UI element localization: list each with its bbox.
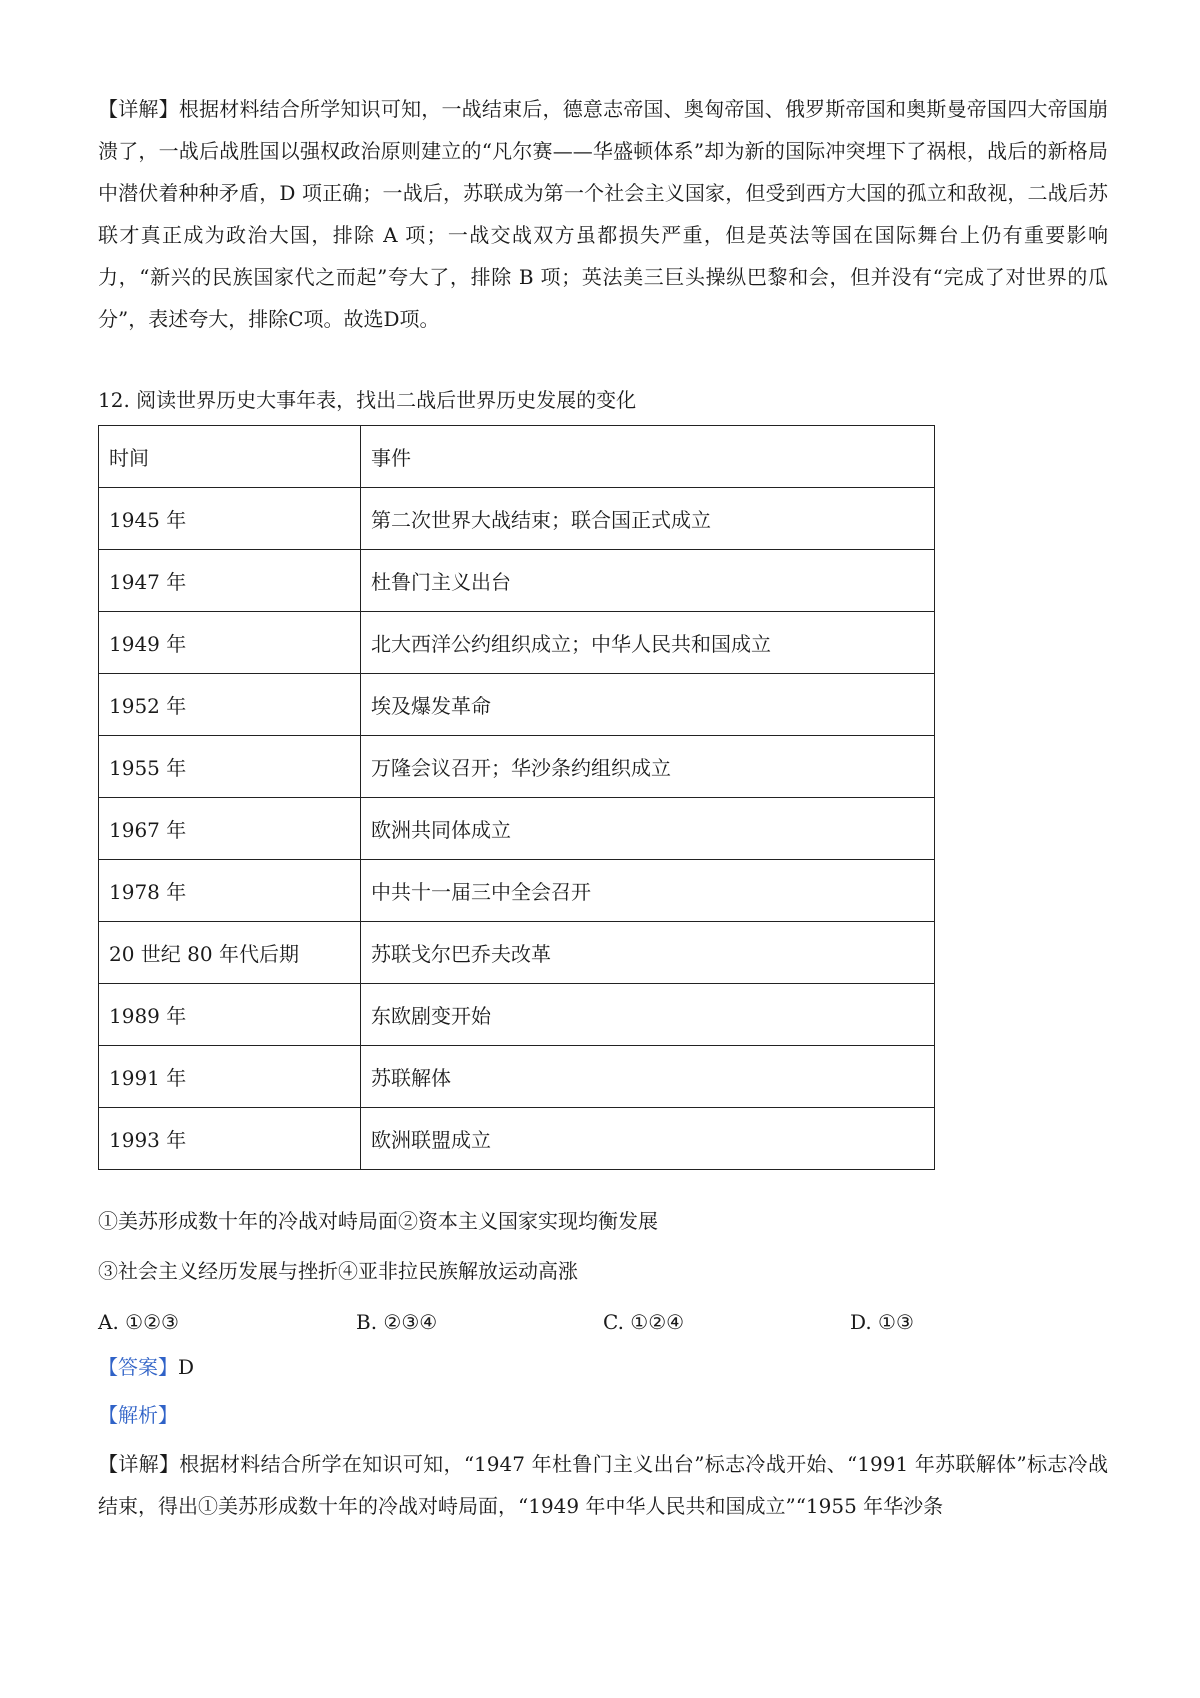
table-row [99,736,935,798]
table-cell-time: 1945 年 [99,488,361,550]
table-cell-event: 北大西洋公约组织成立；中华人民共和国成立 [361,612,935,674]
statements-line-2: ③社会主义经历发展与挫折④亚非拉民族解放运动高涨 [98,1259,578,1283]
table-row [99,922,935,984]
analysis-line [98,1400,178,1430]
answer-line [98,1352,194,1382]
table-cell-time: 1967 年 [99,798,361,860]
table-row [99,798,935,860]
table-cell-event: 欧洲联盟成立 [361,1108,935,1170]
table-cell-event: 第二次世界大战结束；联合国正式成立 [361,488,935,550]
table-cell-time: 1978 年 [99,860,361,922]
option-c[interactable]: C. ①②④ [603,1310,685,1334]
explanation-paragraph-bottom [98,1443,1108,1527]
table-cell-time: 1993 年 [99,1108,361,1170]
table-cell-event: 东欧剧变开始 [361,984,935,1046]
table-cell-event: 欧洲共同体成立 [361,798,935,860]
table-cell-time: 1952 年 [99,674,361,736]
table-row [99,674,935,736]
table-cell-event: 苏联戈尔巴乔夫改革 [361,922,935,984]
table-cell-event: 埃及爆发革命 [361,674,935,736]
option-b[interactable]: B. ②③④ [356,1310,438,1334]
table-cell-time: 1955 年 [99,736,361,798]
explanation-tag: 【详解】 [98,1452,180,1476]
explanation-text: 根据材料结合所学知识可知，一战结束后，德意志帝国、奥匈帝国、俄罗斯帝国和奥斯曼帝国四大帝国崩溃了，一战后战胜国以强权政治原则建立的“凡尔赛——华盛顿体系”却为新的国际冲突埋下了祸根，战后的新格局中潜伏着种种矛盾，D 项正确；一战后，苏联成为第一个社会主义国家，但受到西方大国的孤立和敌视，二战后苏联才真正成为政治大国，排除 A 项；一战交战双方虽都损失严重，但是英法等国在国际舞台上仍有重要影响力，“新兴的民族国家代之而起”夸大了，排除 B 项；英法美三巨头操纵巴黎和会，但并没有“完成了对世界的瓜分”，表述夸大，排除C项。故选D项。 [98,97,1109,331]
table-cell-time: 20 世纪 80 年代后期 [99,922,361,984]
table-row [99,488,935,550]
explanation-text: 根据材料结合所学在知识可知，“1947 年杜鲁门主义出台”标志冷战开始、“1991 年苏联解体”标志冷战结束，得出①美苏形成数十年的冷战对峙局面，“1949 年中华人民共和国成立”“1955 年华沙条 [98,1452,1108,1518]
table-row [99,984,935,1046]
explanation-paragraph-top [98,88,1108,340]
table-cell-time: 1989 年 [99,984,361,1046]
answer-options [98,1307,1108,1337]
table-cell-time: 1947 年 [99,550,361,612]
table-row [99,1046,935,1108]
table-cell-event: 万隆会议召开；华沙条约组织成立 [361,736,935,798]
table-row [99,860,935,922]
option-a[interactable]: A. ①②③ [98,1310,179,1334]
table-cell-event: 中共十一届三中全会召开 [361,860,935,922]
table-header-time: 时间 [99,426,361,488]
table-row [99,1108,935,1170]
table-header-event: 事件 [361,426,935,488]
analysis-tag: 【解析】 [98,1403,178,1427]
table-header-row [99,426,935,488]
explanation-tag: 【详解】 [98,97,179,121]
answer-tag: 【答案】 [98,1355,178,1379]
answer-value: D [178,1355,195,1379]
table-row [99,612,935,674]
timeline-table [98,425,935,1170]
table-cell-time: 1991 年 [99,1046,361,1108]
table-cell-event: 杜鲁门主义出台 [361,550,935,612]
table-row [99,550,935,612]
table-cell-time: 1949 年 [99,612,361,674]
table-cell-event: 苏联解体 [361,1046,935,1108]
question-stem: 12. 阅读世界历史大事年表，找出二战后世界历史发展的变化 [98,388,637,412]
option-d[interactable]: D. ①③ [850,1310,914,1334]
statements-line-1: ①美苏形成数十年的冷战对峙局面②资本主义国家实现均衡发展 [98,1209,658,1233]
